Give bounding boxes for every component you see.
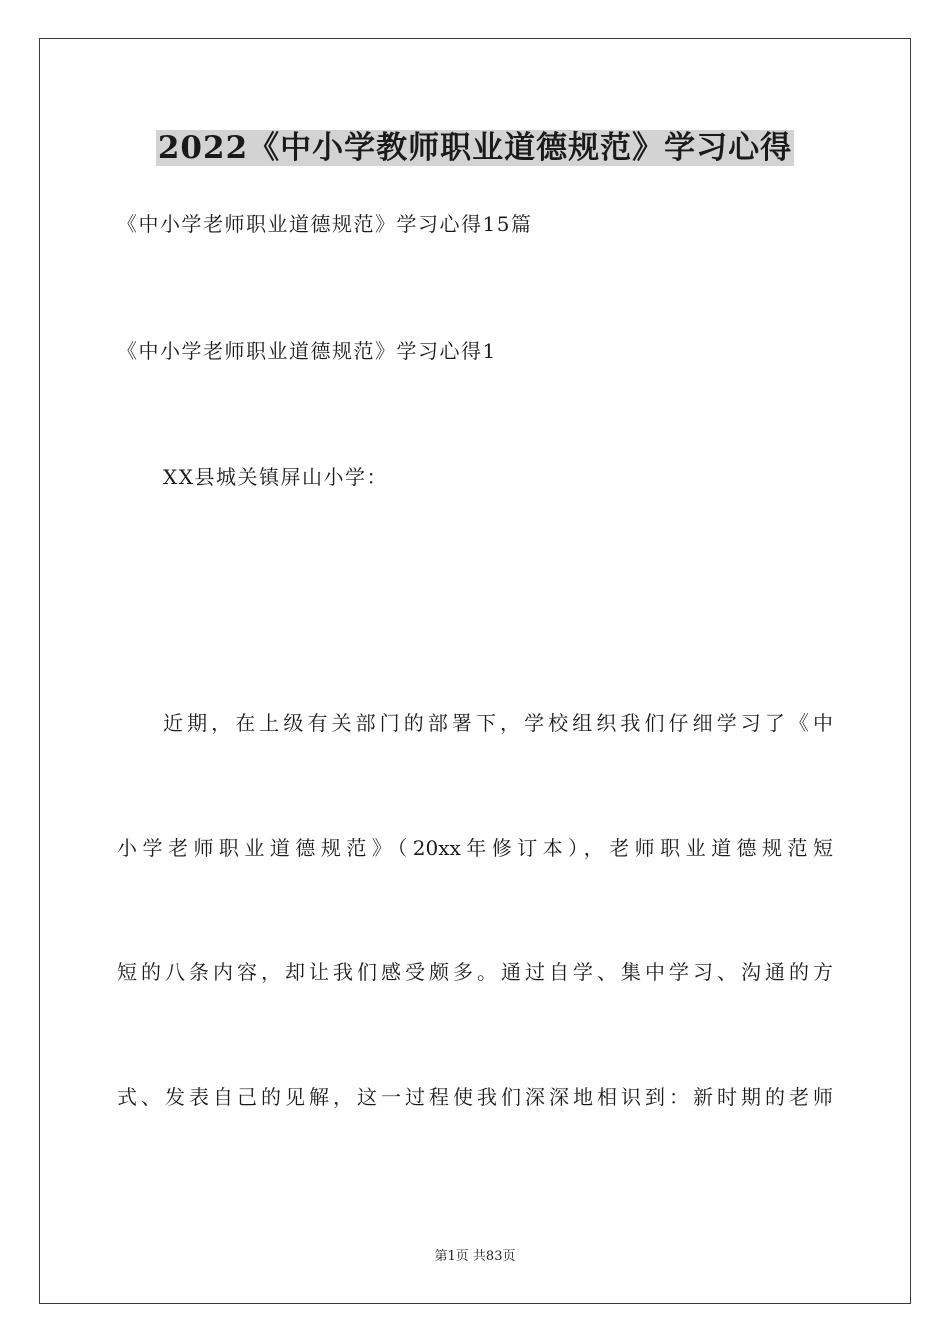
document-title-text: 2022《中小学教师职业道德规范》学习心得: [157, 130, 793, 166]
document-subtitle: 《中小学老师职业道德规范》学习心得15篇: [117, 212, 533, 236]
document-title: [0, 126, 950, 170]
body-line-4: 式、发表自己的见解，这一过程使我们深深地相识到：新时期的老师: [117, 1085, 833, 1109]
page-footer: [0, 1248, 950, 1266]
body-line-2: 小学老师职业道德规范》（20xx年修订本），老师职业道德规范短: [117, 836, 833, 860]
body-line-3: 短的八条内容，却让我们感受颇多。通过自学、集中学习、沟通的方: [117, 960, 833, 984]
body-line-1: 近期，在上级有关部门的部署下，学校组织我们仔细学习了《中: [163, 711, 833, 735]
page-number-info: 第1页 共83页: [434, 1249, 516, 1264]
salutation: XX县城关镇屏山小学：: [163, 465, 388, 489]
section-heading: 《中小学老师职业道德规范》学习心得1: [117, 339, 497, 363]
